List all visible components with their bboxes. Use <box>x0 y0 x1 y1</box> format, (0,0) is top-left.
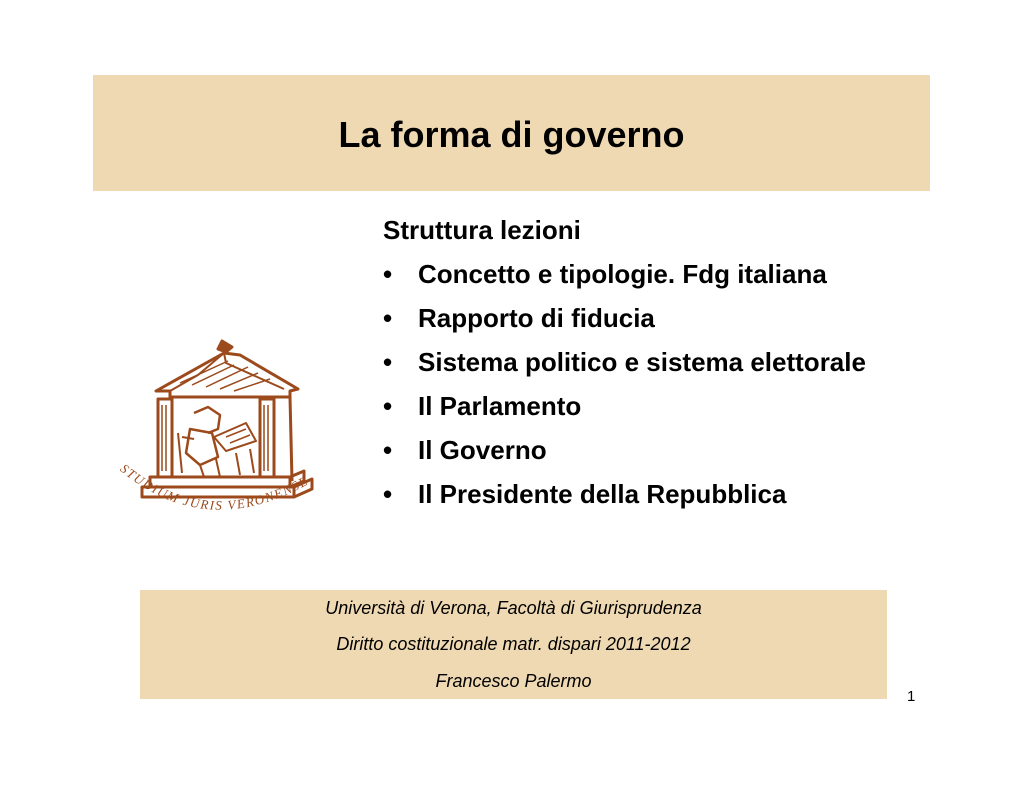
emblem-inscription: STUDIUM JURIS VERONENSE <box>117 460 312 513</box>
bullet-text: Rapporto di fiducia <box>418 303 655 333</box>
bullet-marker: • <box>383 391 393 421</box>
bullet-marker: • <box>383 435 393 465</box>
page-number: 1 <box>907 688 916 705</box>
university-emblem-logo <box>108 333 330 531</box>
slide-title: La forma di governo <box>338 114 685 155</box>
bullet-list <box>383 256 903 513</box>
bullet-marker: • <box>383 479 393 509</box>
bullet-text: Il Presidente della Repubblica <box>418 479 787 509</box>
bullet-text: Concetto e tipologie. Fdg italiana <box>418 259 827 289</box>
bullet-item <box>383 256 903 293</box>
slide-content <box>383 212 903 513</box>
footer-author: Francesco Palermo <box>435 671 592 691</box>
bullet-marker: • <box>383 347 393 377</box>
bullet-item <box>383 432 903 469</box>
bullet-marker: • <box>383 303 393 333</box>
bullet-item <box>383 344 903 381</box>
bullet-text: Il Governo <box>418 435 547 465</box>
bullet-marker: • <box>383 259 393 289</box>
bullet-text: Il Parlamento <box>418 391 582 421</box>
footer-banner <box>140 590 887 699</box>
bullet-text: Sistema politico e sistema elettorale <box>418 347 866 377</box>
title-banner <box>93 75 930 191</box>
bullet-item <box>383 476 903 513</box>
content-heading: Struttura lezioni <box>383 215 581 245</box>
footer-university: Università di Verona, Facoltà di Giurisprudenza <box>325 598 702 618</box>
bullet-item <box>383 300 903 337</box>
footer-course: Diritto costituzionale matr. dispari 2011-2012 <box>336 634 691 654</box>
bullet-item <box>383 388 903 425</box>
